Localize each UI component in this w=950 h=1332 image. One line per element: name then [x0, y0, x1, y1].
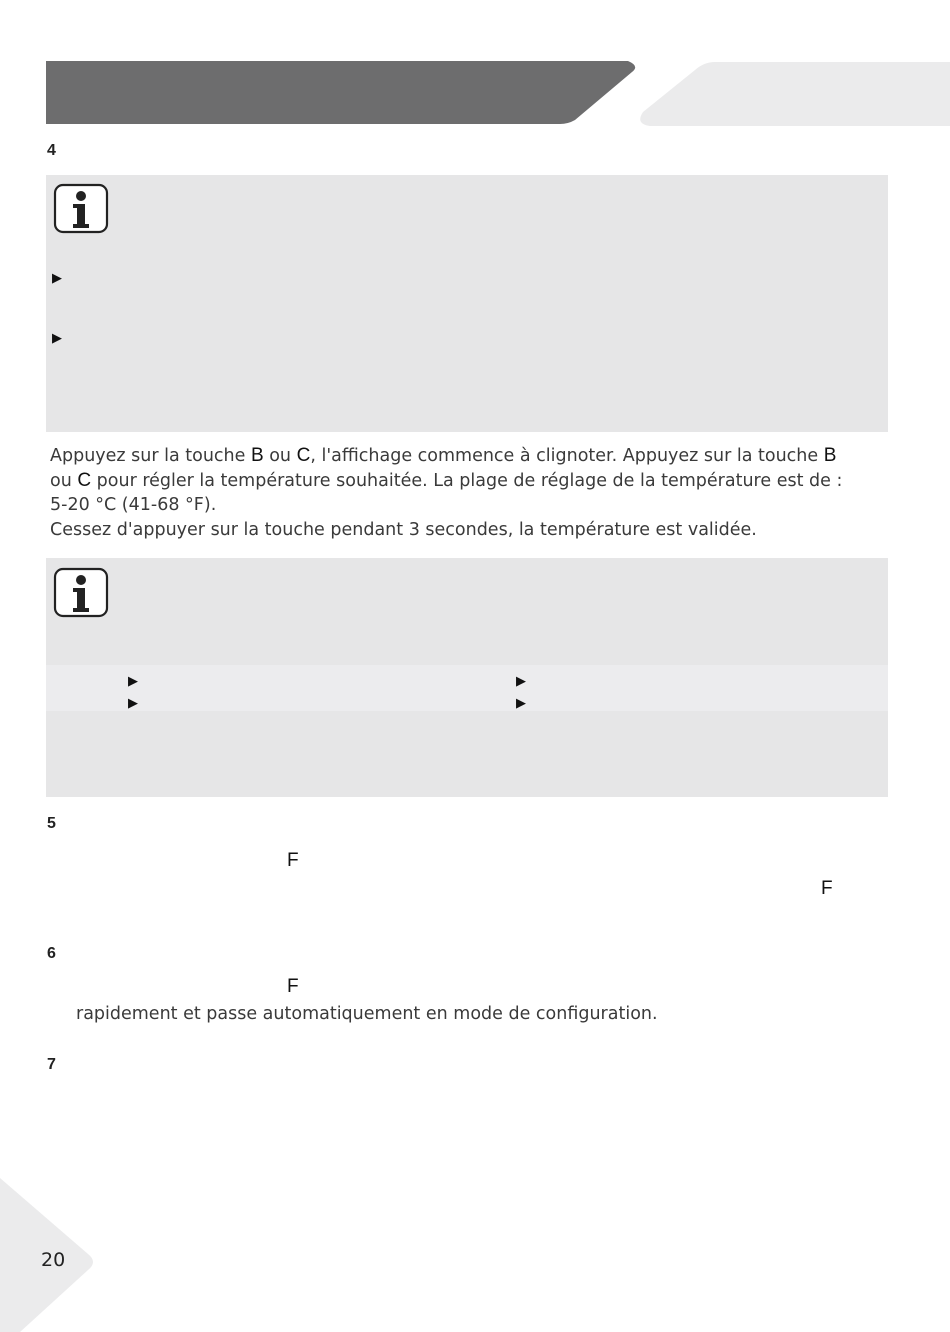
paragraph-line-3: 5-20 °C (41-68 °F). [50, 495, 217, 515]
key-f-label: F [821, 878, 833, 899]
section-number-7: 7 [47, 1056, 56, 1073]
info-box-1 [46, 175, 888, 432]
triangle-right-icon: ▶ [52, 331, 62, 346]
instruction-paragraph [50, 444, 890, 542]
triangle-right-icon: ▶ [52, 271, 62, 286]
triangle-right-icon: ▶ [128, 696, 138, 711]
text-run: pour régler la température souhaitée. La plage de réglage de la température est de : [91, 470, 843, 491]
triangle-right-icon: ▶ [516, 696, 526, 711]
section-number-6: 6 [47, 945, 56, 962]
bullet-table [46, 665, 888, 711]
paragraph-line-1 [50, 444, 890, 469]
page-number: 20 [41, 1249, 66, 1271]
key-c-label: C [77, 469, 92, 491]
header-light-tab [640, 62, 950, 126]
triangle-right-icon: ▶ [516, 674, 526, 689]
key-b-label: B [250, 445, 264, 466]
text-run: , l'affichage commence à clignoter. Appuyez sur la touche [310, 446, 824, 466]
paragraph-line-2 [50, 469, 890, 494]
key-f-label: F [287, 850, 299, 871]
key-f-label: F [287, 976, 299, 997]
header-dark-tab [46, 61, 635, 124]
section-6-text: rapidement et passe automatiquement en mode de configuration. [76, 1004, 658, 1024]
triangle-right-icon: ▶ [128, 674, 138, 689]
section-number-4: 4 [47, 142, 56, 159]
text-run: Appuyez sur la touche [50, 446, 251, 466]
header-banner [0, 0, 950, 140]
key-b-label: B [823, 445, 837, 466]
text-run: ou [50, 470, 78, 491]
info-icon [53, 567, 109, 619]
section-number-5: 5 [47, 815, 56, 832]
key-c-label: C [296, 445, 311, 466]
text-run: ou [263, 446, 297, 466]
info-icon [53, 183, 109, 235]
paragraph-line-4: Cessez d'appuyer sur la touche pendant 3 secondes, la température est validée. [50, 519, 757, 540]
info-box-2 [46, 558, 888, 797]
